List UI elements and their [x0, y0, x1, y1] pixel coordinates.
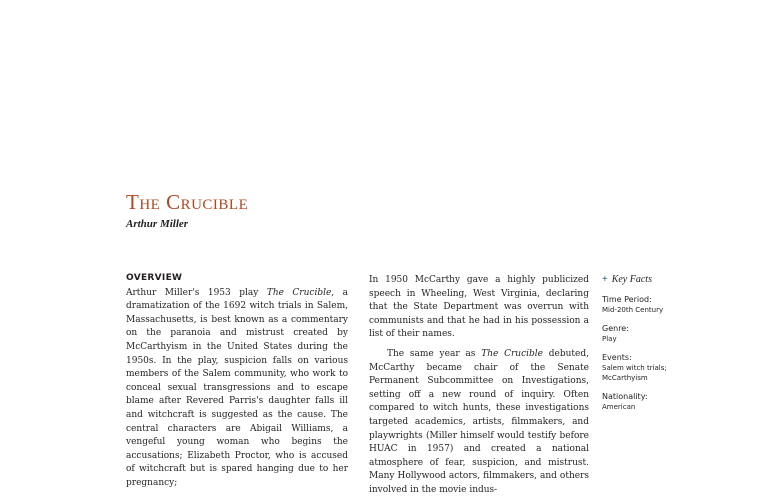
overview-work-title: The Crucible	[266, 287, 332, 298]
fact-label: Genre:	[602, 324, 629, 333]
fact-value-line: Salem witch trials;	[602, 364, 667, 372]
fact-value-line: Play	[602, 335, 617, 343]
overview-text-a: Arthur Miller's 1953 play	[126, 287, 267, 298]
key-facts-heading-text: Key Facts	[611, 274, 652, 285]
page-title: The Crucible	[126, 190, 249, 214]
fact-value	[602, 402, 712, 412]
fact-label: Nationality:	[602, 392, 648, 401]
fact-label: Time Period:	[602, 295, 652, 304]
fact-label: Events:	[602, 353, 632, 362]
plus-icon: +	[602, 274, 608, 285]
fact-time-period	[602, 295, 712, 315]
fact-value	[602, 363, 712, 383]
col2-text-b: debuted, McCarthy became chair of the Senate Permanent Subcommittee on Investigations, setting off a new round of inquiry. Often compared to witch hunts, these investigations targeted academics, artists, filmmakers, and playwrights (Miller himself would testify before HUAC in 1957) and created a national atmosphere of fear, suspicion, and mistrust. Many Hollywood actors, filmmakers, and others involved in the movie indus-	[369, 348, 590, 495]
fact-value-line: American	[602, 403, 636, 411]
author-name: Arthur Miller	[126, 218, 189, 230]
col2-text-a: The same year as	[387, 348, 482, 359]
fact-value	[602, 305, 712, 315]
col2-paragraph-2	[369, 348, 589, 498]
overview-paragraph	[126, 287, 348, 491]
fact-events	[602, 353, 712, 383]
fact-genre	[602, 324, 712, 344]
col2-work-title: The Crucible	[481, 348, 543, 359]
overview-text-b: , a dramatization of the 1692 witch trials in Salem, Massachusetts, is best known as a commentary on the paranoia and mistrust created by McCarthyism in the United States during the 1950s. In the play, suspicion falls on various members of the Salem community, who work to conceal sexual transgressions and to escape blame after Revered Parris's daughter falls ill and witchcraft is suggested as the cause. The central characters are Abigail Williams, a vengeful young woman who begins the accusations; Elizabeth Proctor, who is accused of witchcraft but is spared hanging due to her pregnancy;	[126, 287, 349, 488]
body-column-2	[369, 274, 589, 498]
key-facts-heading	[602, 274, 712, 285]
fact-value	[602, 334, 712, 344]
col2-paragraph-1: In 1950 McCarthy gave a highly publicized speech in Wheeling, West Virginia, declaring that the State Department was overrun with communists and that he had in his possession a list of their names.	[369, 275, 589, 340]
fact-value-line: McCarthyism	[602, 374, 648, 382]
overview-heading: OVERVIEW	[126, 273, 183, 283]
fact-nationality	[602, 392, 712, 412]
key-facts-sidebar	[602, 274, 712, 421]
overview-column	[126, 272, 348, 491]
fact-value-line: Mid-20th Century	[602, 306, 664, 314]
